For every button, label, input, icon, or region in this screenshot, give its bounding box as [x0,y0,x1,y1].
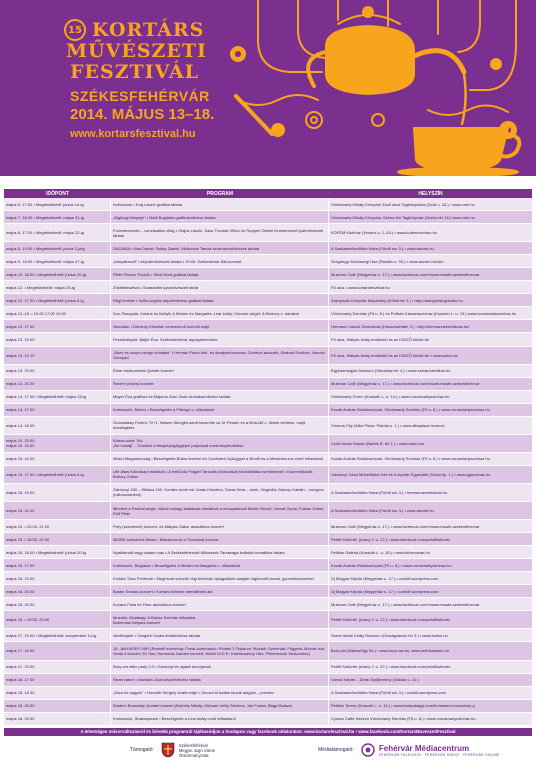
row-venue[interactable]: Pelikán Terem (Kossuth L. u. 15.) • www.balazsbagyi.com/hu/eastern-boundary-q [331,703,475,709]
table-body [4,198,532,726]
row-venue[interactable]: Cinema City (Alba Plaza, Palotai u. 1.) • www.albaplaza.hu/mozi [331,422,445,428]
table-row [4,281,532,294]
title-line-1: KORTÁRS [92,19,205,41]
table-row [4,435,532,453]
row-time: május 18. 18.30 [4,687,111,699]
row-program: Prey (szlovének) koncert, és Mátyás Gábor akusztikus koncert [111,520,329,532]
row-program: Fesztiválnyitó: Baljer Éva, Székesfehérvár alpolgármestere [111,333,329,345]
row-program: Nyakkendő vagy valami más • A Székesfehérvári Művészek Társasága kollektív tematikus tárlata [111,546,329,558]
row-venue[interactable]: KÖFÉM Klubház (Verseci u. 1–15.) • www.kofemmuvhaz.hu [331,230,437,236]
row-program: Klassz-sztár Trió „Ne mutálj!” – Ecseled a fényképegálygépel palycázat eredményhirdetése [111,435,329,452]
sponsor-name-line-1: Székesfehérvár [178,742,208,748]
row-venue[interactable]: Aranybulla Könyvtár Alapítvány (Kőhíd tér 1.) • http://aranybulla.gotudio.hu [331,297,463,303]
table-row [4,700,532,713]
sponsor-name-line-2: Megyei Jogú Város [178,747,215,753]
row-program: Kortársunk, Shakespeare • Beszélgetés a Lear király című előadásról [111,713,329,725]
row-program: „banyatizsoft” • képzőművészeti tárlata • 19.00: Székesfehér-Bár koncert [111,255,329,267]
row-venue[interactable]: Városi Képtár – Deák Gyűjtemény (Oskola u. 10.) [331,677,419,683]
media-name: Fehérvár Médiacentrum [378,743,470,753]
row-venue[interactable]: Csók István Képtár (Bartók B. tér 1.) • www.szikm.hu [331,440,425,446]
row-program: „Álom és csupa zsinge sóhajtás” • Hermán Fanni fotó- és divatperformansz; Zombori akusztik; Szabad Színház; Vasvári Szimpad [111,347,329,364]
sponsor-media [318,742,499,758]
row-venue[interactable]: Új Magyar Képtár (Megyeház u. 17.) • czinkif.wordpress.com [331,575,439,581]
row-time: május 16. 20.00 [4,585,111,597]
row-time: május 8. 17.00 • Megtekinthető: május 22-ig [4,224,111,241]
row-program: Műsói Magyarország • Beszélgetés Bukta Imrével és Csorhalmi Györggyel a filmről és a Mesterkurzus című előadásról [111,453,329,465]
table-row [4,585,532,598]
row-program: Éktar Instrumental Quintet koncert [111,365,329,377]
row-venue[interactable]: Kozák András Stúdiószínpad, Vörösmarty Színház (Fő u. 8.) • www.vorosmartyszinhaz.hu [331,456,490,462]
media-label: Médiatámogató: [318,747,354,753]
row-time: május 15. 21.00 [4,502,111,519]
media-subtitle: FEHÉRVÁR TELEVÍZIÓ · FEHÉRVÁR RÁDIÓ · FEHÉRVÁR ONLINE [378,752,500,757]
program-table [4,189,532,726]
row-venue[interactable]: Vörösmarty Mihály Könyvtár Zsolt utcai Tagkönyvtára (Zsolt u. 34.) • www.vmk.hu [331,201,475,207]
row-program: Grunwalsky Ferenc 70+1: Nekem tűrmgkit adott kecembe az Úr Pesten és a Múlt-idő c. filmek vetítése, majd beszélgetés [111,417,329,434]
table-row [4,453,532,466]
row-time: május 14. 20.00 május 16. 15.00 [4,435,111,452]
row-program: Kortársunk, Móricz • Beszélgetés a Pillangó c. előadásról [111,404,329,416]
row-time: május 18. 17.00 [4,674,111,686]
row-venue[interactable]: Petőfi Kultúrtér (Arany J. u. 22.) • www.facebook.com/petofikulturter [331,617,451,623]
row-venue[interactable]: Gárdonyi Géza Művelődési Ház és Könyvtár Egyesület (Sóstó ltp. 1.) • www.ggmuvhaz.hu [331,471,491,477]
table-row [4,559,532,572]
row-program: Formatervezés – vonzásaitos világ • Olajos László, Sass Trováše Viktor és Ruppert Dániel formatervező iparművészek tárlata [111,224,329,241]
row-venue[interactable]: Vörösmarty Színház (Fő u. 8.) és Pelikán Kamaraszínház (Kossuth L. u. 15.) www.vorosmartyszinhaz.hu [331,310,517,316]
row-time: május 14. 17.00 [4,404,111,416]
row-venue[interactable]: Öreghegyi Közösségi Ház (Fiskális u. 93.) • www.aszmh.hu/okh [331,258,444,264]
row-venue[interactable]: Vörösmarty Terem (Kossuth L. u. 14.) • www.vorosmartyszinhaz.hu [331,394,450,400]
row-venue[interactable]: Museum Café (Megyeház u. 17.) • www.facebook.com/museumcafe.szekesfehervar [331,601,480,607]
table-row [4,661,532,674]
row-program: Régi levelek • Szűts Angéla képzőművész grafikai tárlata [111,294,329,306]
row-time: május 14. 17.00 • Megtekinthető: május 28-ig [4,391,111,403]
table-row [4,294,532,307]
row-time: május 17. 23.00 [4,661,111,673]
table-row [4,404,532,417]
row-program: Pittér Ferenc Tücsök • Sindi Nóra grafikai tárlata [111,268,329,280]
row-time: május 15. 17.00 • Megtekinthető: június 5-ig [4,466,111,483]
teapot-cup-illustration [218,0,536,176]
festival-dates: 2014. MÁJUS 13–18. [70,106,215,123]
row-time: május 15. 16.00 [4,453,111,465]
table-row [4,687,532,700]
coat-of-arms-icon [161,742,175,758]
row-program: Akvithiojaté • Szegedi Csaba festőművész tárlata [111,629,329,641]
media-centre-logo-icon [361,742,375,758]
row-time: május 16. 20.30 [4,598,111,610]
row-program: MOME animációs filmek • Maszkura és a Tücsökraj koncert [111,533,329,545]
row-program: Mosdek: Mulatság. A Bánka Színház előadása Bohemian Betyars koncert [111,611,329,628]
festival-header [0,0,536,176]
row-program: Mindent a Paxinál anyja: Valódi mulágy találásztá néslatinál a neuspaktúval Móder Rezső, Várnai Gyula, Farkas Gábor, Pólt Péter [111,502,329,519]
sponsor-name-line-3: Önkormányzata [178,752,209,758]
edition-badge: 15 [64,19,86,41]
table-row [4,598,532,611]
row-time: május 8. 19.00 • Megtekinthető: június 1-jéig [4,242,111,254]
table-row [4,255,532,268]
table-row [4,572,532,585]
support-label: Támogató: [130,747,154,753]
row-venue[interactable]: A Szabadművelődés Háza (Fürdő sor 3.) • www.aszmh.hu [331,245,434,251]
row-venue[interactable]: Új Magyar Képtár (Megyeház u. 17.) • czinkif.wordpress.com [331,588,439,594]
table-row [4,417,532,435]
row-venue[interactable]: Szent István Király Múzeum (Országzászló tér 3.) • www.szikm.hu [331,632,448,638]
row-venue[interactable]: Petőfi Kultúrtér (Arany J. u. 22.) • www.facebook.com/petofikulturter [331,664,451,670]
row-program: Reverb (blues) koncert [111,378,329,390]
table-row [4,378,532,391]
table-row [4,198,532,211]
row-venue[interactable]: Petőfi Kultúrtér (Arany J. u. 22.) • www.facebook.com/petofikulturter [331,536,451,542]
row-time: május 12. • Megtekinthető: május 25-ig [4,281,111,293]
row-program: Eastern Boundary Quartet koncert (Borbély Mihály, Michael Jeffry Stevens, Joe Fonda, Bágyi Balázs) [111,700,329,712]
header-time: IDŐPONT [46,190,69,197]
row-time: május 17. 16.00 [4,642,111,659]
row-venue[interactable]: A Szabadművelődés Háza (Fürdő sor 3.) • www.aszmh.hu [331,508,434,513]
row-program: Don Pasquale; Koldus és királyfi; A Mester és Margarita; Lear király; Kincsek sziget; A főnévny c. darabok [111,307,329,319]
row-program: Kovács Pista és Fiuor akusztikus koncert [111,598,329,610]
row-time: május 16. 19.00 [4,572,111,584]
row-program: „Dara és vagyok” • Horváth Gergely önálló estje • Gecsói Krisztián táncái alapján – premier [111,687,329,699]
row-time: május 18. 20.30 [4,713,111,725]
festival-city: SZÉKESFEHÉRVÁR [70,88,210,104]
table-row [4,211,532,224]
row-venue[interactable]: Fő utca, Mátyás király-emlékmű és az IGEZŐ között tér • www.szikm.hu [331,352,459,358]
table-row [4,391,532,404]
sponsor-city [130,742,215,758]
row-venue[interactable]: Museum Café (Megyeház u. 17.) • www.facebook.com/museumcafe.szekesfehervar [331,381,480,387]
table-row [4,520,532,533]
table-row [4,224,532,242]
row-venue[interactable]: Bory-vár (Máriavölgy 54.) • www.bory-var.hu, www.melhkasaulu.hu [331,648,449,654]
row-time: május 13. 19.00 [4,333,111,345]
table-row [4,674,532,687]
title-line-3: FESZTIVÁL [70,61,199,83]
row-time: május 15. • 20.00, 21.00 [4,520,111,532]
row-venue[interactable]: Cyrano Caffe Kávézó Vörösmarty Színház (Fő u. 8.) • www.vorosmartyszinhaz.hu [331,716,476,722]
table-header [4,189,532,198]
row-program: „Bigibogi bilnyeje!” • Nádi Boglárka grafikusművész tárlata [111,211,329,223]
row-venue[interactable]: Vörösmarty Mihály Könyvtár, Széna téri Tagkönyvtár (Széna tér 16.) www.vmk.hu [331,214,475,220]
row-time: május 16. • 19.00, 23.00 [4,611,111,628]
row-time: május 13. 17.00 [4,320,111,332]
row-time: május 12. 17.00 • Megtekinthető: június 6-ig [4,294,111,306]
header-venue: HELYSZÍN [418,190,443,197]
row-program: Rezervatum • Asztalos Zsolt képzőművész tárlata [111,674,329,686]
table-row [4,484,532,502]
row-program: DADAMA • Kiss Dániel, Sallay Dániel, Melkovics Tamás szobrászművészek tárlata [111,242,329,254]
table-row [4,320,532,333]
table-row [4,268,532,281]
table-row [4,333,532,346]
row-venue[interactable]: Egyházmegyei Múzeum (Városház tér 4.) • www.szfvar.katolikus.hu [331,368,451,374]
row-venue[interactable]: Hermann László Zeneiskola (Hosszúsétatér 3.) • http://hermannzeneiskola.hu/ [331,323,470,329]
row-venue[interactable]: Museum Café (Megyeház u. 17.) • www.facebook.com/museumcafe.szekesfehervar [331,523,480,529]
row-time: május 15. 19.00 [4,484,111,501]
row-venue[interactable]: A Szabadművelődés Háza (Fürdő sor 3.) • hermannzeneiskoia.hu [331,489,448,495]
header-program: PROGRAM [206,190,234,197]
media-name-block [379,744,500,757]
row-time: május 13. 20.00 [4,378,111,390]
title-line-2: MŰVÉSZETI [66,40,207,62]
row-time: május 7. 18.00 • Megtekinthető: május 31-ig [4,211,111,223]
row-venue[interactable]: Pelikán Galéria (Kossuth L. u. 15.) • www.fehervarart.hu [331,549,431,555]
table-row [4,533,532,546]
row-time: május 17. 15.00 • Megtekinthető: szeptember 14-ig [4,629,111,641]
row-time: május 5. 17.00 • Megtekinthető: június 14-ig [4,198,111,210]
table-row [4,365,532,378]
row-program: Bory-vár after party 2.0 • Gárdonyi és agáeli koncgesok [111,661,329,673]
table-row [4,307,532,320]
row-venue[interactable]: Kozák András Stúdiószínpad, Vörösmarty Színház (Fő u. 8.) • www.vorosmartyszinhaz.hu [331,407,490,413]
row-time: május 13. 19.10 [4,347,111,364]
row-time: május 18. 20.00 [4,700,111,712]
row-program: Gárdonyi 150 – Wlistos 100. Kortárs zenei est Jónás Krisztina, Durza Nóra – ének, Hegedűs Gáncsy Katalin – zongora (mikrosztanénk) [111,484,329,501]
table-row [4,242,532,255]
festival-title [64,20,207,83]
table-row [4,629,532,642]
row-venue[interactable]: A Szabadművelődés Háza (Fürdő sor 3.) • czinkif.wordpress.com [331,690,447,696]
row-program: Kortársunk, Bolgakov • Beszélgetés A Mester és Margarita c. előadásról [111,559,329,571]
row-venue[interactable]: Kozák András Stúdiószínpad (Fő u. 8.) • www.vorosmartyszinhaz.hu [331,562,452,568]
row-time: május 9. 18.00 • Megtekinthető: május 27-ig [4,255,111,267]
row-venue[interactable]: Fő utca • www.kortarsfesztival.hu [331,284,390,290]
row-program: Zöldfelfesztivál • Szabadtéri iparművészeti tárlat [111,281,329,293]
row-program: Kortárs Tánc Fehérvár • Meghívott szerzők régi fehérvári újságcikkek alapján rögtönzött táncai, gyomofonzenével [111,572,329,584]
row-venue[interactable]: Fő utca, Mátyás király-emlékmű és az IGEZŐ között tér [331,336,430,342]
row-program: Life Atlas Kálcsikaj Installáció • A hetiGuta Polgári Társulás (Szlovákia) fotókiállítása werkfilmmel • Közreműködik Bobory Zoltán [111,466,329,483]
row-time: május 13. 20.00 [4,365,111,377]
table-row [4,502,532,520]
footer-note: A lehetséges műsorváltozásról és bővebb programról tájékozódjon a honlapon vagy facebook oldalunkon: www.kortarsfesztival.hu • www.facebook.com/KortarsMuveszetiFesztival [4,728,532,736]
table-row [4,642,532,660]
sponsor-name [179,743,215,758]
row-program: Buster Keaton-koncert • Kortárs élőzene némafilmek alá [111,585,329,597]
row-program: Mayer Éva grafikus és Majoros Áron Zsolt szobrászművész tárlata [111,391,329,403]
row-time: május 14. 18.00 [4,417,111,434]
row-time: május 16. 18.00 • Megtekinthető: június 20-ig [4,546,111,558]
table-row [4,466,532,484]
table-row [4,546,532,559]
row-time: május 12–18. • 15.00 17.00 19.00 [4,307,111,319]
table-row [4,713,532,726]
row-program: Neodátor • Dömény Krisztián zeneszerző szerzői estje [111,320,329,332]
row-time: május 10. 18.00 • Megtekinthető: június 20-ig [4,268,111,280]
row-time: május 16. 17.00 [4,559,111,571]
row-time: május 15. • 18.00, 22.00 [4,533,111,545]
festival-url[interactable]: www.kortarsfesztival.hu [70,128,196,140]
table-row [4,347,532,365]
row-program: 16. JAM-BORY-VAR (Retextil workshop; Fonal-kommandó; Pöntek 3 Tejútrum: Mozaik; Szerenád; Függedi–Molnár duó; Vesta 4 koncert; Dr Sax; Harmonia Garden koncert; Moini! M.D.P.; Kaleidoszkóp Ház; Prikermónia Tánszínház) [111,642,329,659]
row-program: Individuum • Kráj László grafikai tárlata [111,198,329,210]
table-row [4,611,532,629]
row-venue[interactable]: Museum Café (Megyeház u. 17.) • www.facebook.com/museumcafe.szekesfehervar [331,271,480,277]
